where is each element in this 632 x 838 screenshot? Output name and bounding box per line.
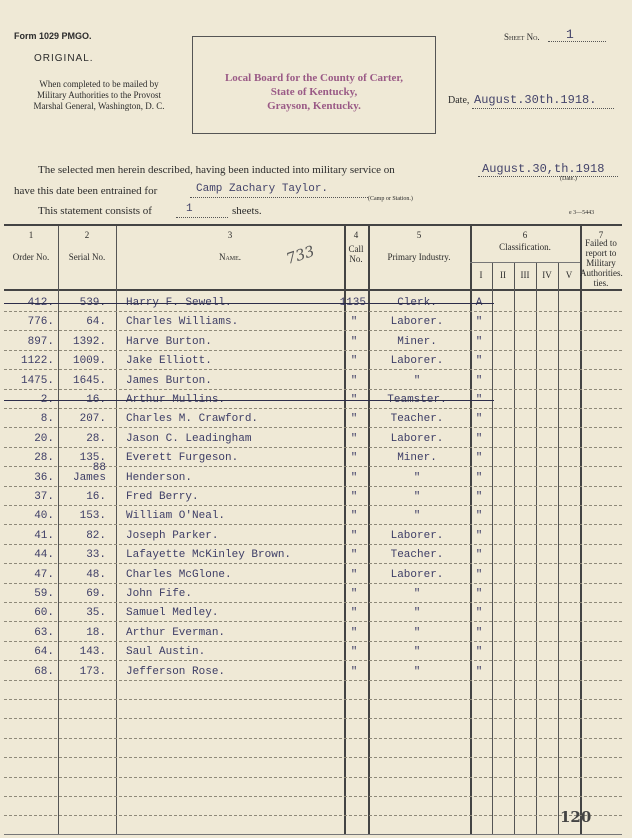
classification-cell: " <box>475 569 483 581</box>
intro-text: The selected men herein described, having been inducted into military service on <box>38 164 395 176</box>
industry-cell: " <box>413 607 421 619</box>
serial-no-cell: James <box>72 472 106 484</box>
industry-cell: Laborer. <box>390 355 444 367</box>
name-cell: William O'Neal. <box>126 510 226 522</box>
name-cell: Jake Elliott. <box>126 355 212 367</box>
table-row <box>0 545 632 565</box>
table-row <box>0 565 632 585</box>
name-cell: Lafayette McKinley Brown. <box>126 549 292 561</box>
serial-no-cell: 143. <box>79 646 106 658</box>
empty-row-rule <box>4 777 622 778</box>
call-no-cell: " <box>350 646 358 658</box>
name-cell: Joseph Parker. <box>126 530 219 542</box>
camp-underline <box>190 197 368 198</box>
serial-no-cell: 69. <box>86 588 106 600</box>
classification-cell: " <box>475 316 483 328</box>
order-no-cell: 41. <box>34 530 54 542</box>
header-class-i: I <box>479 270 483 280</box>
header-failed-line: report to <box>585 248 617 258</box>
empty-row-rule <box>4 738 622 739</box>
name-cell: Fred Berry. <box>126 491 199 503</box>
column-number: 2 <box>84 230 90 240</box>
industry-cell: Laborer. <box>390 530 444 542</box>
header-call-no <box>344 244 368 264</box>
industry-cell: Teacher. <box>390 549 444 561</box>
row-rule <box>4 330 622 331</box>
serial-no-cell: 1645. <box>72 375 106 387</box>
date-caption: (Date.) <box>560 176 577 182</box>
industry-cell: Miner. <box>397 452 437 464</box>
table-row <box>0 623 632 643</box>
row-rule <box>4 563 622 564</box>
table-row <box>0 332 632 352</box>
empty-row-rule <box>4 757 622 758</box>
page-number: 120 <box>560 808 592 826</box>
original-label: ORIGINAL. <box>34 53 94 64</box>
mailing-note-line: Marshal General, Washington, D. C. <box>33 101 165 111</box>
table-row <box>0 371 632 391</box>
table-row <box>0 390 632 410</box>
name-cell: Harve Burton. <box>126 336 212 348</box>
classification-cell: " <box>475 491 483 503</box>
call-no-cell: " <box>350 549 358 561</box>
call-no-cell: " <box>350 375 358 387</box>
table-row <box>0 662 632 682</box>
order-no-cell: 60. <box>34 607 54 619</box>
call-no-cell: " <box>350 336 358 348</box>
mailing-note <box>10 79 188 112</box>
entrained-text: have this date been entrained for <box>14 185 158 197</box>
column-number: 1 <box>28 230 34 240</box>
serial-no-cell: 153. <box>79 510 106 522</box>
serial-no-cell: 135. <box>79 452 106 464</box>
name-cell: Harry F. Sewell. <box>126 297 232 309</box>
mailing-note-line: When completed to be mailed by <box>39 79 159 89</box>
sheet-label: Sheet No. <box>504 32 540 42</box>
industry-cell: Laborer. <box>390 433 444 445</box>
classification-cell: " <box>475 588 483 600</box>
order-no-cell: 36. <box>34 472 54 484</box>
classification-cell: " <box>475 336 483 348</box>
table-bottom-border <box>4 834 622 835</box>
sheets-text: sheets. <box>232 205 262 217</box>
header-name: Name. <box>218 252 242 262</box>
industry-cell: " <box>413 472 421 484</box>
serial-no-cell: 33. <box>86 549 106 561</box>
header-failed-line: Military <box>586 258 616 268</box>
serial-no-cell: 35. <box>86 607 106 619</box>
industry-cell: Teacher. <box>390 413 444 425</box>
industry-cell: Laborer. <box>390 569 444 581</box>
table-row <box>0 312 632 332</box>
call-no-cell: " <box>350 569 358 581</box>
industry-cell: Laborer. <box>390 316 444 328</box>
industry-cell: " <box>413 375 421 387</box>
order-no-cell: 68. <box>34 666 54 678</box>
name-cell: James Burton. <box>126 375 212 387</box>
call-no-cell: " <box>350 627 358 639</box>
empty-row-rule <box>4 718 622 719</box>
header-order-no: Order No. <box>12 252 50 262</box>
row-rule <box>4 621 622 622</box>
table-row <box>0 506 632 526</box>
classification-cell: " <box>475 549 483 561</box>
serial-no-cell: 173. <box>79 666 106 678</box>
mailing-note-line: Military Authorities to the Provost <box>37 90 161 100</box>
table-row <box>0 429 632 449</box>
serial-no-cell: 16. <box>86 394 106 406</box>
call-no-cell: " <box>350 355 358 367</box>
name-cell: Charles M. Crawford. <box>126 413 259 425</box>
classification-cell: A <box>475 297 483 309</box>
induction-underline <box>478 176 618 177</box>
date-value: August.30th.1918. <box>474 93 597 107</box>
industry-cell: Teamster. <box>387 394 447 406</box>
header-serial-no: Serial No. <box>68 252 106 262</box>
empty-row-rule <box>4 699 622 700</box>
header-call-line: Call <box>348 244 364 254</box>
table-row <box>0 526 632 546</box>
industry-cell: Clerk. <box>397 297 437 309</box>
column-number: 6 <box>522 230 528 240</box>
order-no-cell: 44. <box>34 549 54 561</box>
row-rule <box>4 680 622 681</box>
local-board-stamp <box>192 36 436 134</box>
empty-row-rule <box>4 815 622 816</box>
serial-no-cell: 48. <box>86 569 106 581</box>
serial-no-cell: 18. <box>86 627 106 639</box>
name-cell: Arthur Everman. <box>126 627 226 639</box>
column-number: 3 <box>227 230 233 240</box>
classification-cell: " <box>475 530 483 542</box>
name-cell: Jason C. Leadingham <box>126 433 252 445</box>
row-rule <box>4 524 622 525</box>
industry-cell: " <box>413 646 421 658</box>
classification-cell: " <box>475 394 483 406</box>
order-no-cell: 1475. <box>20 375 54 387</box>
row-rule <box>4 369 622 370</box>
serial-no-cell: 82. <box>86 530 106 542</box>
order-no-cell: 412. <box>27 297 54 309</box>
order-no-cell: 59. <box>34 588 54 600</box>
call-no-cell: " <box>350 530 358 542</box>
call-no-cell: " <box>350 666 358 678</box>
header-call-line: No. <box>349 254 363 264</box>
order-no-cell: 63. <box>34 627 54 639</box>
serial-no-cell: 539. <box>79 297 106 309</box>
serial-above-cell: 88 <box>92 462 106 474</box>
consists-text: This statement consists of <box>38 205 152 217</box>
handwritten-mark: 733 <box>283 242 317 268</box>
serial-no-cell: 16. <box>86 491 106 503</box>
empty-row-rule <box>4 796 622 797</box>
industry-cell: " <box>413 588 421 600</box>
header-class-iii: III <box>520 270 530 280</box>
table-row <box>0 603 632 623</box>
classification-cell: " <box>475 627 483 639</box>
header-failed-line: ties. <box>593 278 609 288</box>
date-label: Date, <box>448 95 470 106</box>
industry-cell: " <box>413 627 421 639</box>
header-failed-line: Failed to <box>585 238 617 248</box>
table-row <box>0 642 632 662</box>
name-cell: Charles McGlone. <box>126 569 232 581</box>
camp-caption: (Camp or Station.) <box>368 196 413 202</box>
order-no-cell: 2. <box>40 394 54 406</box>
stamp-line: Grayson, Kentucky. <box>267 100 361 112</box>
column-number: 5 <box>416 230 422 240</box>
print-code: e 3—5443 <box>569 210 595 216</box>
name-cell: Henderson. <box>126 472 193 484</box>
call-no-cell: " <box>350 588 358 600</box>
header-industry: Primary Industry. <box>387 252 451 262</box>
call-no-cell: " <box>350 510 358 522</box>
name-cell: Samuel Medley. <box>126 607 219 619</box>
order-no-cell: 47. <box>34 569 54 581</box>
name-cell: Saul Austin. <box>126 646 206 658</box>
order-no-cell: 776. <box>27 316 54 328</box>
classification-cell: " <box>475 413 483 425</box>
table-row <box>0 462 632 488</box>
sheets-underline <box>176 217 228 218</box>
name-cell: John Fife. <box>126 588 193 600</box>
classification-cell: " <box>475 375 483 387</box>
name-cell: Arthur Mullins. <box>126 394 226 406</box>
table-top-border <box>4 224 622 226</box>
classification-cell: " <box>475 666 483 678</box>
order-no-cell: 8. <box>40 413 54 425</box>
order-no-cell: 1122. <box>20 355 54 367</box>
classification-cell: " <box>475 607 483 619</box>
table-row <box>0 584 632 604</box>
strike-through-line <box>4 303 494 304</box>
call-no-cell: " <box>350 316 358 328</box>
header-failed-line: Authorities. <box>580 268 623 278</box>
strike-through-line <box>4 400 494 401</box>
call-no-cell: " <box>350 472 358 484</box>
classification-cell: " <box>475 510 483 522</box>
industry-cell: " <box>413 491 421 503</box>
header-class-v: V <box>565 270 573 280</box>
sheet-number: 1 <box>566 27 574 42</box>
call-no-cell: " <box>350 607 358 619</box>
serial-no-cell: 207. <box>79 413 106 425</box>
order-no-cell: 40. <box>34 510 54 522</box>
stamp-line: Local Board for the County of Carter, <box>224 72 404 84</box>
call-no-cell: 1135 <box>339 297 366 309</box>
serial-no-cell: 1009. <box>72 355 106 367</box>
classification-cell: " <box>475 355 483 367</box>
classification-cell: " <box>475 472 483 484</box>
industry-cell: " <box>413 666 421 678</box>
call-no-cell: " <box>350 394 358 406</box>
call-no-cell: " <box>350 413 358 425</box>
date-underline <box>472 108 614 109</box>
classification-divider <box>470 262 580 263</box>
table-row <box>0 487 632 507</box>
sheet-underline <box>548 41 606 42</box>
industry-cell: Miner. <box>397 336 437 348</box>
order-no-cell: 28. <box>34 452 54 464</box>
header-class-iv: IV <box>542 270 552 280</box>
stamp-line: State of Kentucky, <box>270 86 358 98</box>
serial-no-cell: 64. <box>86 316 106 328</box>
camp-name: Camp Zachary Taylor. <box>196 183 329 195</box>
row-rule <box>4 660 622 661</box>
classification-cell: " <box>475 646 483 658</box>
order-no-cell: 897. <box>27 336 54 348</box>
industry-cell: " <box>413 510 421 522</box>
name-cell: Charles Williams. <box>126 316 239 328</box>
order-no-cell: 37. <box>34 491 54 503</box>
name-cell: Jefferson Rose. <box>126 666 226 678</box>
call-no-cell: " <box>350 491 358 503</box>
name-cell: Everett Furgeson. <box>126 452 239 464</box>
column-number: 7 <box>598 230 604 240</box>
serial-no-cell: 1392. <box>72 336 106 348</box>
table-row <box>0 293 632 313</box>
sheets-count: 1 <box>186 203 193 215</box>
call-no-cell: " <box>350 433 358 445</box>
call-no-cell: " <box>350 452 358 464</box>
header-class-ii: II <box>500 270 506 280</box>
table-header-border <box>4 289 622 291</box>
form-number: Form 1029 PMGO. <box>14 31 92 41</box>
header-classification: Classification. <box>499 242 551 252</box>
classification-cell: " <box>475 433 483 445</box>
header-failed-to-report <box>580 238 622 288</box>
classification-cell: " <box>475 452 483 464</box>
table-row <box>0 409 632 429</box>
table-row <box>0 351 632 371</box>
order-no-cell: 64. <box>34 646 54 658</box>
order-no-cell: 20. <box>34 433 54 445</box>
induction-date: August.30,th.1918 <box>482 162 605 176</box>
column-number: 4 <box>353 230 359 240</box>
serial-no-cell: 28. <box>86 433 106 445</box>
row-rule <box>4 427 622 428</box>
